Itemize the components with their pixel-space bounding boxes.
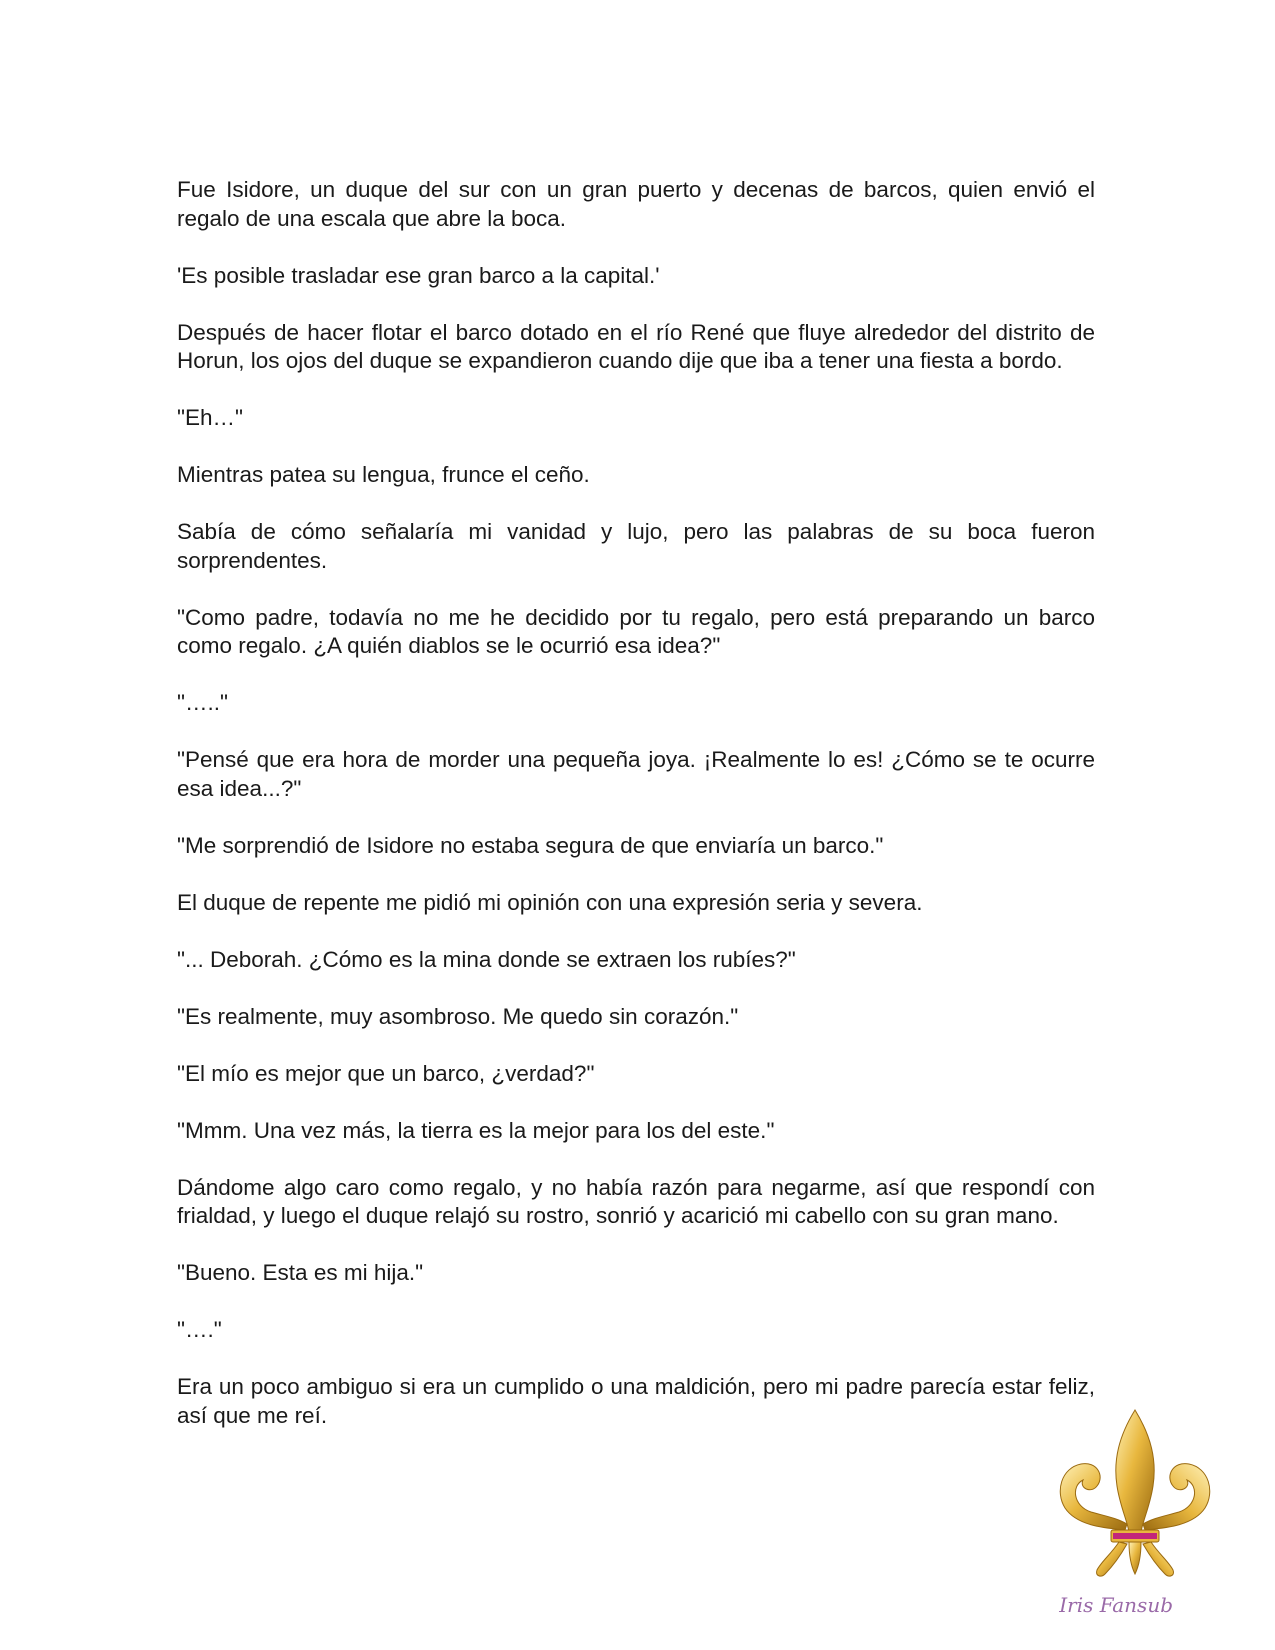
paragraph-15: "Mmm. Una vez más, la tierra es la mejor para los del este." (177, 1117, 775, 1143)
paragraph-16: Dándome algo caro como regalo, y no había razón para negarme, así que respondí con frialdad, y luego el duque relajó su rostro, sonrió y acarició mi cabello con su gran mano. (177, 1174, 1095, 1228)
watermark-label: Iris Fansub (1059, 1593, 1173, 1617)
paragraph-8: "….." (177, 690, 228, 715)
paragraph-10: "Me sorprendió de Isidore no estaba segura de que enviaría un barco." (177, 832, 884, 858)
document-body (177, 176, 1095, 1459)
paragraph-18: "…." (177, 1317, 222, 1342)
paragraph-9: "Pensé que era hora de morder una pequeña joya. ¡Realmente lo es! ¿Cómo se te ocurre esa idea...?" (177, 747, 1095, 801)
paragraph-2: 'Es posible trasladar ese gran barco a la capital.' (177, 262, 660, 288)
paragraph-5: Mientras patea su lengua, frunce el ceño. (177, 462, 590, 487)
paragraph-19: Era un poco ambiguo si era un cumplido o una maldición, pero mi padre parecía estar feliz, así que me reí. (177, 1374, 1095, 1428)
fleur-de-lis-icon (1055, 1408, 1215, 1623)
paragraph-11: El duque de repente me pidió mi opinión con una expresión seria y severa. (177, 889, 923, 915)
paragraph-4: "Eh…" (177, 405, 243, 430)
paragraph-13: "Es realmente, muy asombroso. Me quedo sin corazón." (177, 1003, 739, 1029)
paragraph-17: "Bueno. Esta es mi hija." (177, 1260, 424, 1285)
paragraph-7: "Como padre, todavía no me he decidido por tu regalo, pero está preparando un barco como regalo. ¿A quién diablos se le ocurrió esa idea?" (177, 604, 1095, 658)
paragraph-12: "... Deborah. ¿Cómo es la mina donde se extraen los rubíes?" (177, 946, 796, 972)
paragraph-3: Después de hacer flotar el barco dotado en el río René que fluye alrededor del distrito de Horun, los ojos del duque se expandieron cuando dije que iba a tener una fiesta a bordo. (177, 319, 1095, 373)
paragraph-14: "El mío es mejor que un barco, ¿verdad?" (177, 1060, 595, 1086)
paragraph-1: Fue Isidore, un duque del sur con un gran puerto y decenas de barcos, quien envió el regalo de una escala que abre la boca. (177, 177, 1095, 231)
watermark-logo (1055, 1408, 1215, 1623)
paragraph-6: Sabía de cómo señalaría mi vanidad y lujo, pero las palabras de su boca fueron sorprendentes. (177, 519, 1095, 573)
